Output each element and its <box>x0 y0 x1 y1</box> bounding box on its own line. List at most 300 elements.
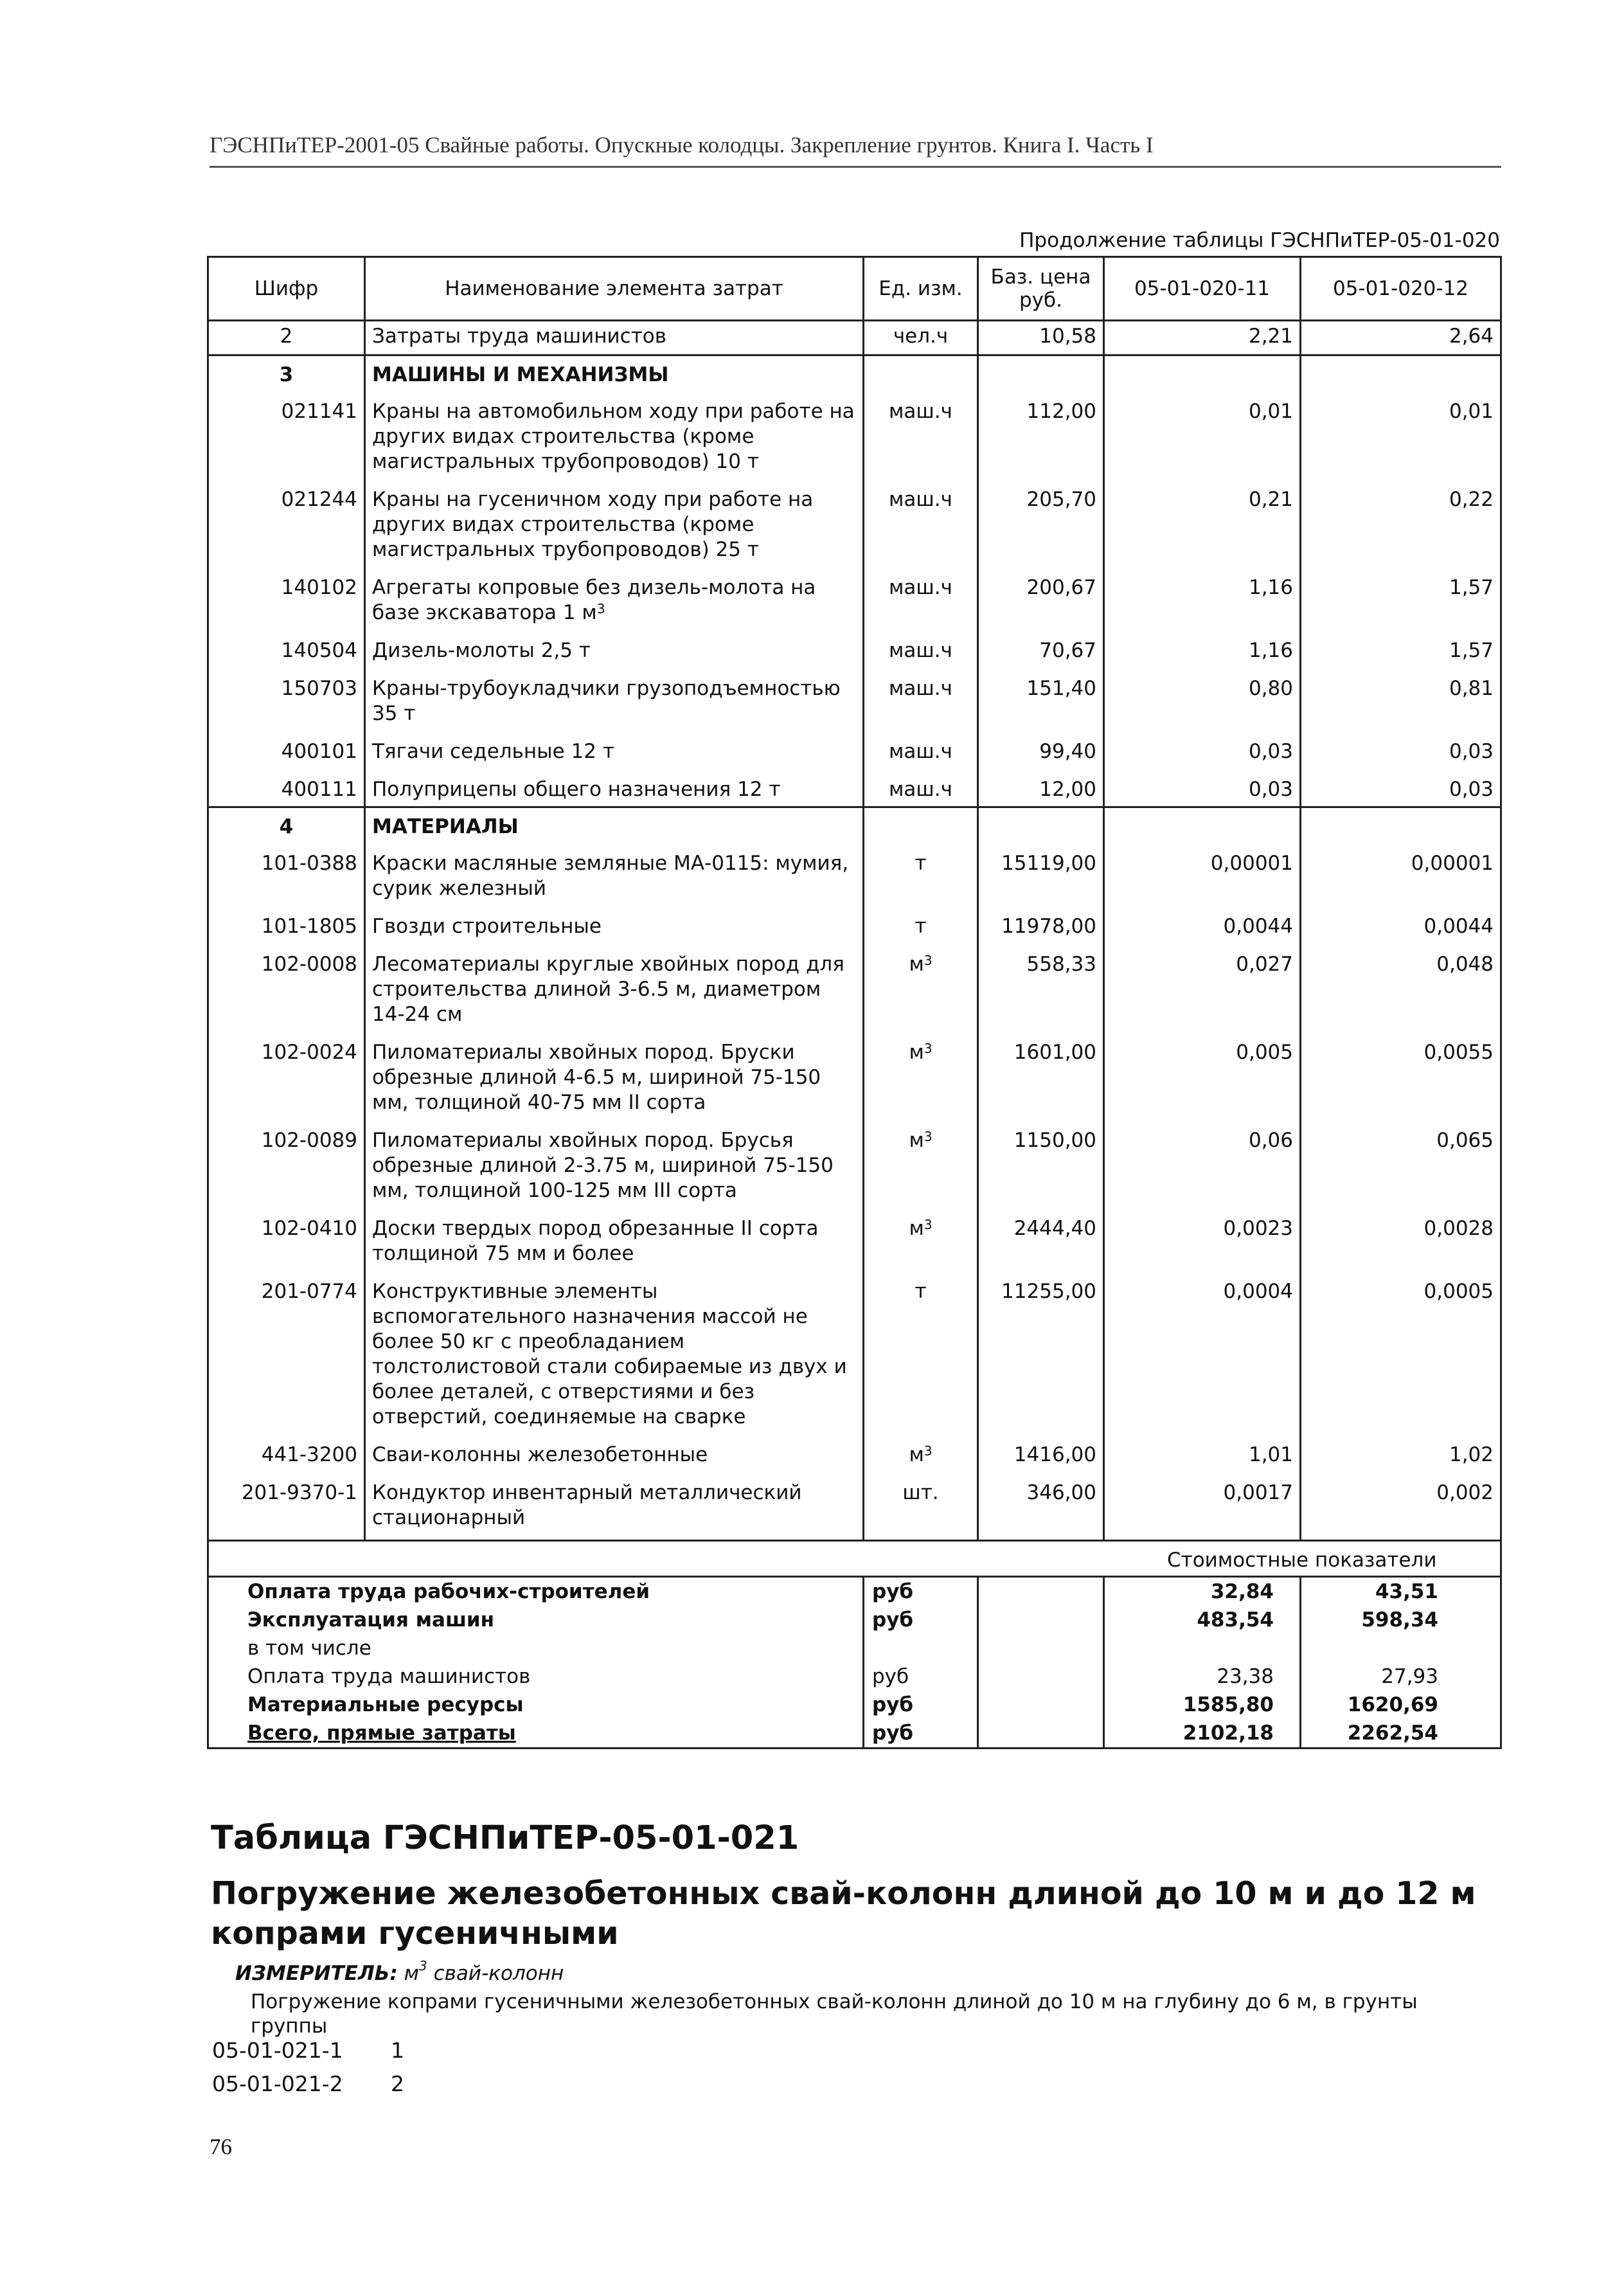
row-unit-text: шт. <box>902 1481 939 1504</box>
row-price-text: 70,67 <box>1039 639 1096 662</box>
cost-value-1 <box>1104 1606 1301 1634</box>
row-code-text: 102-0410 <box>261 1217 357 1240</box>
row-unit-text: м <box>909 1041 924 1064</box>
cost-value-2 <box>1301 1577 1501 1606</box>
cost-name: Оплата труда рабочих-строителей <box>208 1577 864 1606</box>
row-price-text: 15119,00 <box>1001 852 1096 875</box>
row-name-text: Краны-трубоукладчики грузоподъемностью 35 т <box>372 677 841 725</box>
row-name <box>365 730 864 768</box>
cost-value-1-text: 2102,18 <box>1182 1722 1274 1745</box>
row-code <box>208 629 365 667</box>
cost-unit <box>864 1577 978 1606</box>
header-price: Баз. цена руб. <box>978 257 1104 321</box>
material-row <box>208 1031 1501 1119</box>
row-value-2-text: 1,02 <box>1449 1443 1494 1466</box>
cost-value-2 <box>1301 1606 1501 1634</box>
machine-row <box>208 768 1501 807</box>
row-unit-text: маш.ч <box>889 400 952 423</box>
material-row <box>208 1270 1501 1434</box>
row-value-2-text: 1,57 <box>1449 576 1494 599</box>
row-price <box>978 905 1104 943</box>
row-name-text: Доски твердых пород обрезанные II сорта толщиной 75 мм и более <box>372 1217 819 1265</box>
row-price <box>978 1119 1104 1207</box>
row-code-text: 101-0388 <box>261 852 357 875</box>
row-unit-superscript: 3 <box>924 1443 932 1459</box>
row-price <box>978 629 1104 667</box>
row-code <box>208 1471 365 1534</box>
section-materials-row <box>208 807 1501 843</box>
row-unit-superscript: 3 <box>924 1217 932 1232</box>
row-price-text: 346,00 <box>1026 1481 1096 1504</box>
cost-unit <box>864 1719 978 1749</box>
row-value-1-text: 0,005 <box>1236 1041 1293 1064</box>
running-header: ГЭСНПиТЕР-2001-05 Свайные работы. Опускные колодцы. Закрепление грунтов. Книга I. Часть I <box>210 132 1154 157</box>
header-col2: 05-01-020-12 <box>1301 257 1501 321</box>
row-price <box>978 478 1104 566</box>
cost-value-2 <box>1301 1634 1501 1662</box>
row-name <box>365 943 864 1031</box>
cost-value-1 <box>1104 1662 1301 1691</box>
cost-value-1 <box>1104 1719 1301 1749</box>
row-price-text: 200,67 <box>1026 576 1096 599</box>
material-row <box>208 1434 1501 1471</box>
labor-code: 2 <box>208 321 365 355</box>
row-value-2-text: 0,002 <box>1436 1481 1494 1504</box>
cost-row <box>208 1691 1501 1719</box>
row-value-1 <box>1104 1434 1301 1471</box>
row-name <box>365 390 864 478</box>
header-unit: Ед. изм. <box>864 257 978 321</box>
row-unit-text: т <box>915 915 927 938</box>
row-unit <box>864 768 978 807</box>
row-name <box>365 842 864 905</box>
row-name-text: Пиломатериалы хвойных пород. Брусья обрезные длиной 2-3.75 м, шириной 75-150 мм, толщиной 100-125 мм III сорта <box>372 1129 834 1202</box>
labor-row <box>208 321 1501 355</box>
row-value-1-text: 0,21 <box>1248 488 1293 511</box>
machine-row <box>208 667 1501 730</box>
row-value-1 <box>1104 566 1301 629</box>
meter-label: ИЗМЕРИТЕЛЬ: <box>235 1962 398 1985</box>
row-name-text: Краски масляные земляные МА-0115: мумия, сурик железный <box>372 852 849 900</box>
cost-row <box>208 1606 1501 1634</box>
cost-value-1 <box>1104 1634 1301 1662</box>
cost-row <box>208 1577 1501 1606</box>
meter-unit: м <box>404 1962 420 1985</box>
section-machines-code: 3 <box>208 355 365 391</box>
next-table-row <box>212 2038 404 2063</box>
row-value-1-text: 0,06 <box>1248 1129 1293 1152</box>
row-value-1-text: 0,03 <box>1248 778 1293 801</box>
row-code-text: 101-1805 <box>261 915 357 938</box>
row-value-2 <box>1301 943 1501 1031</box>
row-name-text: Пиломатериалы хвойных пород. Бруски обрезные длиной 4-6.5 м, шириной 75-150 мм, толщиной 40-75 мм II сорта <box>372 1041 821 1114</box>
row-unit <box>864 1270 978 1434</box>
cost-unit <box>864 1634 978 1662</box>
cost-body <box>208 1534 1501 1577</box>
row-value-2-text: 0,03 <box>1449 740 1494 763</box>
cost-value-2-text: 598,34 <box>1361 1608 1438 1632</box>
row-price-text: 1601,00 <box>1013 1041 1096 1064</box>
row-unit <box>864 1471 978 1534</box>
cost-value-2 <box>1301 1662 1501 1691</box>
cost-value-1-text: 23,38 <box>1217 1665 1274 1688</box>
row-code-text: 021244 <box>281 488 357 511</box>
row-price <box>978 842 1104 905</box>
row-unit-text: т <box>915 852 927 875</box>
cost-name: Материальные ресурсы <box>208 1691 864 1719</box>
row-value-2 <box>1301 1270 1501 1434</box>
row-unit <box>864 478 978 566</box>
row-name-text: Конструктивные элементы вспомогательного назначения массой не более 50 кг с преобладанием толстолистовой стали собираемые из двух и более деталей, с отверстиями и без отверстий, соединяемые на сварке <box>372 1280 847 1428</box>
row-value-2 <box>1301 478 1501 566</box>
row-value-1 <box>1104 629 1301 667</box>
row-value-2-text: 0,0028 <box>1423 1217 1494 1240</box>
row-price <box>978 390 1104 478</box>
cost-name: Эксплуатация машин <box>208 1606 864 1634</box>
row-price-text: 1150,00 <box>1013 1129 1096 1152</box>
row-unit-text: маш.ч <box>889 639 952 662</box>
row-name <box>365 768 864 807</box>
row-price <box>978 1434 1104 1471</box>
next-table-description: Погружение копрами гусеничными железобетонных свай-колонн длиной до 10 м на глубину до 6 м, в грунты группы <box>251 1990 1418 2038</box>
row-unit <box>864 1207 978 1270</box>
row-value-1 <box>1104 905 1301 943</box>
row-unit <box>864 1031 978 1119</box>
row-name <box>365 667 864 730</box>
cost-name: Всего, прямые затраты <box>208 1719 864 1749</box>
row-code <box>208 1434 365 1471</box>
row-name-text: Краны на автомобильном ходу при работе на других видах строительства (кроме магистральных трубопроводов) 10 т <box>372 400 855 473</box>
row-value-1 <box>1104 667 1301 730</box>
row-price-text: 558,33 <box>1026 953 1096 976</box>
labor-name: Затраты труда машинистов <box>365 321 864 355</box>
cost-value-2 <box>1301 1691 1501 1719</box>
row-name <box>365 1471 864 1534</box>
row-code <box>208 768 365 807</box>
row-price-text: 2444,40 <box>1013 1217 1096 1240</box>
section-machines-title: МАШИНЫ И МЕХАНИЗМЫ <box>365 355 864 391</box>
row-name <box>365 1031 864 1119</box>
machine-row <box>208 730 1501 768</box>
row-unit <box>864 905 978 943</box>
row-code-text: 102-0089 <box>261 1129 357 1152</box>
row-value-1-text: 0,027 <box>1236 953 1293 976</box>
row-value-1 <box>1104 842 1301 905</box>
row-unit <box>864 730 978 768</box>
row-value-2-text: 0,01 <box>1449 400 1494 423</box>
row-code <box>208 1270 365 1434</box>
row-value-1 <box>1104 730 1301 768</box>
row-value-1 <box>1104 390 1301 478</box>
labor-v1: 2,21 <box>1104 321 1301 355</box>
row-name-text: Полуприцепы общего назначения 12 т <box>372 778 781 801</box>
cost-row <box>208 1634 1501 1662</box>
row-name-text: Кондуктор инвентарный металлический стационарный <box>372 1481 802 1529</box>
row-value-2-text: 0,065 <box>1436 1129 1494 1152</box>
cost-value-2-text: 43,51 <box>1375 1580 1438 1603</box>
cost-row <box>208 1719 1501 1749</box>
row-code-text: 441-3200 <box>261 1443 357 1466</box>
cost-row <box>208 1662 1501 1691</box>
row-value-1-text: 1,16 <box>1248 576 1293 599</box>
row-value-1 <box>1104 943 1301 1031</box>
next-table-row-value: 1 <box>391 2038 404 2063</box>
material-row <box>208 943 1501 1031</box>
row-price-text: 99,40 <box>1039 740 1096 763</box>
material-row <box>208 1119 1501 1207</box>
row-value-1 <box>1104 478 1301 566</box>
row-code <box>208 1119 365 1207</box>
row-unit-text: м <box>909 1217 924 1240</box>
section-materials-title: МАТЕРИАЛЫ <box>365 807 864 843</box>
section-machines-row <box>208 355 1501 391</box>
row-price-text: 151,40 <box>1026 677 1096 700</box>
row-value-2-text: 0,048 <box>1436 953 1494 976</box>
row-value-2-text: 1,57 <box>1449 639 1494 662</box>
row-name <box>365 478 864 566</box>
row-value-1-text: 0,0023 <box>1223 1217 1293 1240</box>
row-price <box>978 730 1104 768</box>
row-name <box>365 1270 864 1434</box>
row-price <box>978 1207 1104 1270</box>
row-price-text: 12,00 <box>1039 778 1096 801</box>
row-unit-text: маш.ч <box>889 488 952 511</box>
row-value-1 <box>1104 1031 1301 1119</box>
meter-sup: 3 <box>419 1958 427 1974</box>
labor-unit: чел.ч <box>864 321 978 355</box>
row-name-text: Тягачи седельные 12 т <box>372 740 614 763</box>
cost-value-1-text: 483,54 <box>1197 1608 1274 1632</box>
row-unit-superscript: 3 <box>924 953 932 968</box>
cost-unit <box>864 1662 978 1691</box>
material-row <box>208 842 1501 905</box>
row-name <box>365 566 864 629</box>
row-unit <box>864 566 978 629</box>
row-code <box>208 1207 365 1270</box>
costs-body <box>208 1577 1501 1749</box>
row-value-2 <box>1301 667 1501 730</box>
row-code-text: 400101 <box>281 740 357 763</box>
row-value-1-text: 0,80 <box>1248 677 1293 700</box>
cost-unit-text: руб <box>872 1580 914 1603</box>
table-continuation-note: Продолжение таблицы ГЭСНПиТЕР-05-01-020 <box>1019 229 1500 252</box>
row-name-text: Лесоматериалы круглые хвойных пород для строительства длиной 3-6.5 м, диаметром 14-24 см <box>372 953 844 1026</box>
row-value-2-text: 0,03 <box>1449 778 1494 801</box>
row-unit <box>864 667 978 730</box>
next-table-row-value: 2 <box>391 2071 404 2096</box>
row-code <box>208 905 365 943</box>
row-price <box>978 768 1104 807</box>
next-table-row-code: 05-01-021-2 <box>212 2071 343 2096</box>
row-code-text: 102-0008 <box>261 953 357 976</box>
cost-unit <box>864 1691 978 1719</box>
row-name-text: Дизель-молоты 2,5 т <box>372 639 591 662</box>
row-code <box>208 842 365 905</box>
header-col1: 05-01-020-11 <box>1104 257 1301 321</box>
row-name <box>365 905 864 943</box>
row-code-text: 201-9370-1 <box>241 1481 357 1504</box>
row-code-text: 140102 <box>281 576 357 599</box>
table-body <box>208 321 1501 391</box>
row-name-text: Агрегаты копровые без дизель-молота на базе экскаватора 1 м <box>372 576 816 624</box>
row-unit <box>864 1434 978 1471</box>
row-value-2-text: 0,0055 <box>1423 1041 1494 1064</box>
next-table-meter <box>235 1958 564 1985</box>
row-unit-text: м <box>909 1443 924 1466</box>
row-price-text: 112,00 <box>1026 400 1096 423</box>
next-table-subtitle: Погружение железобетонных свай-колонн длиной до 10 м и до 12 м копрами гусеничными <box>211 1875 1476 1952</box>
row-unit-text: маш.ч <box>889 576 952 599</box>
machine-row <box>208 566 1501 629</box>
row-code-text: 400111 <box>281 778 357 801</box>
row-value-1-text: 0,0044 <box>1223 915 1293 938</box>
next-table-row <box>212 2071 404 2096</box>
row-value-1 <box>1104 1270 1301 1434</box>
row-value-2 <box>1301 390 1501 478</box>
cost-value-2-text: 2262,54 <box>1347 1722 1438 1745</box>
header-rule <box>210 166 1501 168</box>
row-value-2 <box>1301 905 1501 943</box>
row-value-2-text: 0,0044 <box>1423 915 1494 938</box>
section-materials-code: 4 <box>208 807 365 843</box>
row-unit-text: м <box>909 953 924 976</box>
header-code: Шифр <box>208 257 365 321</box>
labor-v2: 2,64 <box>1301 321 1501 355</box>
cost-name: Оплата труда машинистов <box>208 1662 864 1691</box>
row-value-1 <box>1104 1207 1301 1270</box>
next-table-title: Таблица ГЭСНПиТЕР-05-01-021 <box>211 1819 799 1857</box>
cost-value-1-text: 1585,80 <box>1182 1693 1274 1716</box>
cost-unit-text: руб <box>872 1665 909 1688</box>
row-name-superscript: 3 <box>596 601 605 616</box>
row-value-1-text: 1,01 <box>1248 1443 1293 1466</box>
machine-row <box>208 390 1501 478</box>
row-value-1 <box>1104 768 1301 807</box>
row-value-2 <box>1301 1207 1501 1270</box>
row-value-1 <box>1104 1471 1301 1534</box>
row-value-2-text: 0,00001 <box>1411 852 1494 875</box>
material-row <box>208 905 1501 943</box>
row-code-text: 021141 <box>281 400 357 423</box>
row-value-2 <box>1301 1434 1501 1471</box>
row-price <box>978 1471 1104 1534</box>
row-unit-text: м <box>909 1129 924 1152</box>
row-value-1-text: 0,0017 <box>1223 1481 1293 1504</box>
cost-value-1-text: 32,84 <box>1210 1580 1274 1603</box>
row-value-1-text: 0,01 <box>1248 400 1293 423</box>
row-name-text: Гвозди строительные <box>372 915 602 938</box>
row-value-2 <box>1301 1471 1501 1534</box>
row-price <box>978 566 1104 629</box>
row-price-text: 1416,00 <box>1013 1443 1096 1466</box>
row-code <box>208 566 365 629</box>
row-name <box>365 1207 864 1270</box>
row-value-1-text: 0,0004 <box>1223 1280 1293 1303</box>
row-code <box>208 943 365 1031</box>
row-name <box>365 629 864 667</box>
row-price-text: 11255,00 <box>1001 1280 1096 1303</box>
material-row <box>208 1471 1501 1534</box>
row-price-text: 205,70 <box>1026 488 1096 511</box>
row-unit-text: маш.ч <box>889 677 952 700</box>
cost-value-2 <box>1301 1719 1501 1749</box>
material-row <box>208 1207 1501 1270</box>
row-unit <box>864 943 978 1031</box>
row-value-2-text: 0,81 <box>1449 677 1494 700</box>
cost-name: в том числе <box>208 1634 864 1662</box>
table-header-row <box>208 257 1501 321</box>
labor-price: 10,58 <box>978 321 1104 355</box>
row-unit <box>864 1119 978 1207</box>
next-table-row-code: 05-01-021-1 <box>212 2038 343 2063</box>
row-unit <box>864 390 978 478</box>
row-unit-text: маш.ч <box>889 740 952 763</box>
row-price <box>978 1031 1104 1119</box>
cost-header-row <box>208 1541 1501 1577</box>
cost-value-2-text: 27,93 <box>1381 1665 1438 1688</box>
row-unit <box>864 842 978 905</box>
cost-value-1 <box>1104 1577 1301 1606</box>
row-name <box>365 1119 864 1207</box>
meter-text: свай-колонн <box>433 1962 564 1985</box>
row-value-2 <box>1301 1031 1501 1119</box>
row-value-2 <box>1301 1119 1501 1207</box>
row-unit <box>864 629 978 667</box>
cost-unit-text: руб <box>872 1693 914 1716</box>
machine-row <box>208 629 1501 667</box>
row-price <box>978 667 1104 730</box>
row-code <box>208 1031 365 1119</box>
cost-value-1 <box>1104 1691 1301 1719</box>
row-code <box>208 667 365 730</box>
row-unit-text: маш.ч <box>889 778 952 801</box>
row-value-2 <box>1301 768 1501 807</box>
row-code-text: 140504 <box>281 639 357 662</box>
norms-table <box>207 256 1502 1749</box>
row-name <box>365 1434 864 1471</box>
row-code-text: 201-0774 <box>261 1280 357 1303</box>
cost-unit-text: руб <box>872 1608 914 1632</box>
row-value-2 <box>1301 842 1501 905</box>
cost-header-label: Стоимостные показатели <box>1104 1541 1501 1577</box>
header-name: Наименование элемента затрат <box>365 257 864 321</box>
machines-body <box>208 390 1501 807</box>
row-value-2-text: 0,22 <box>1449 488 1494 511</box>
row-code <box>208 478 365 566</box>
machine-row <box>208 478 1501 566</box>
row-name-text: Сваи-колонны железобетонные <box>372 1443 708 1466</box>
row-code-text: 150703 <box>281 677 357 700</box>
row-name-text: Краны на гусеничном ходу при работе на других видах строительства (кроме магистральных трубопроводов) 25 т <box>372 488 814 561</box>
row-value-2-text: 0,0005 <box>1423 1280 1494 1303</box>
cost-unit <box>864 1606 978 1634</box>
row-price-text: 11978,00 <box>1001 915 1096 938</box>
materials-section-body <box>208 807 1501 843</box>
row-unit-superscript: 3 <box>924 1129 932 1144</box>
row-unit-text: т <box>915 1280 927 1303</box>
row-value-1-text: 0,03 <box>1248 740 1293 763</box>
row-code <box>208 390 365 478</box>
row-code <box>208 730 365 768</box>
cost-unit-text: руб <box>872 1722 914 1745</box>
row-price <box>978 1270 1104 1434</box>
row-value-1-text: 1,16 <box>1248 639 1293 662</box>
row-value-2 <box>1301 629 1501 667</box>
row-value-1-text: 0,00001 <box>1210 852 1293 875</box>
row-price <box>978 943 1104 1031</box>
row-value-1 <box>1104 1119 1301 1207</box>
row-value-2 <box>1301 730 1501 768</box>
